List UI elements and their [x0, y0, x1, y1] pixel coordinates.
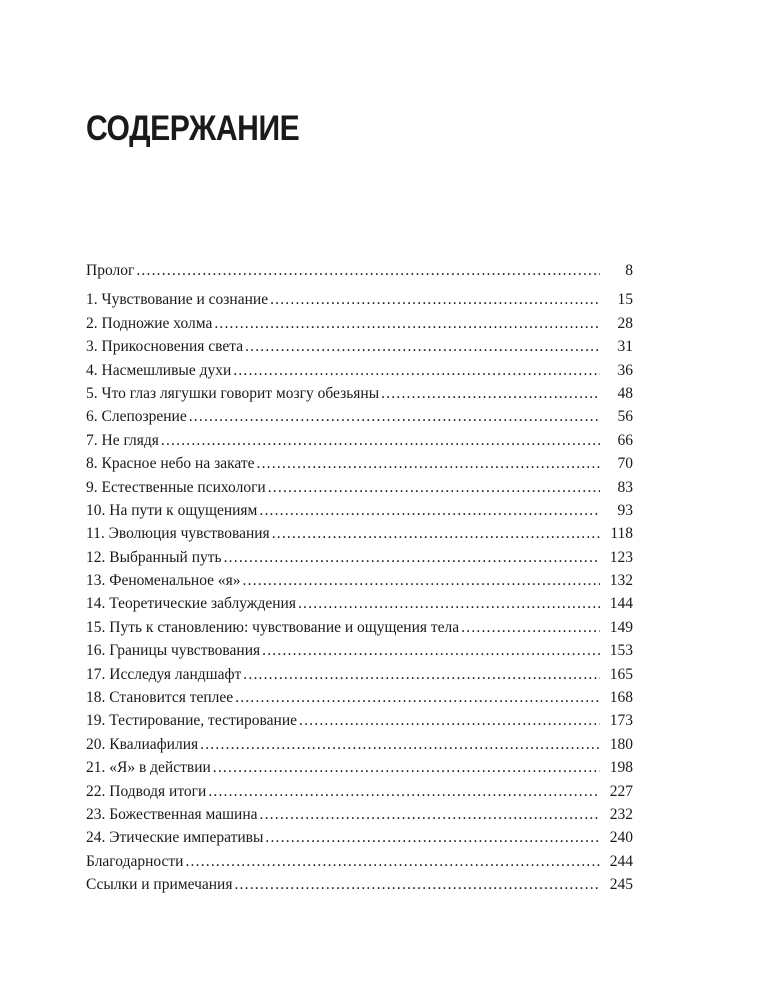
toc-entry-label: 9. Естественные психологи	[86, 478, 266, 496]
toc-entry-label: 2. Подножие холма	[86, 314, 213, 332]
toc-entry-label: 13. Феноменальное «я»	[86, 572, 241, 590]
toc-entry[interactable]	[86, 312, 633, 335]
toc-dot-leader	[214, 312, 600, 335]
toc-dot-leader	[270, 288, 600, 311]
toc-entry-label: 23. Божественная машина	[86, 805, 258, 823]
toc-entry[interactable]	[86, 592, 633, 615]
toc-entry-page: 144	[609, 595, 633, 613]
toc-entry[interactable]	[86, 569, 633, 592]
toc-entry-page: 66	[617, 431, 633, 449]
toc-entry[interactable]	[86, 405, 633, 428]
toc-entry[interactable]	[86, 803, 633, 826]
table-of-contents	[86, 259, 633, 897]
toc-entry[interactable]	[86, 382, 633, 405]
toc-entry[interactable]	[86, 826, 633, 849]
toc-entry-label: 15. Путь к становлению: чувствование и ощущения тела	[86, 618, 460, 636]
toc-dot-leader	[257, 452, 600, 475]
toc-entry-page: 31	[617, 338, 633, 356]
toc-entry[interactable]	[86, 663, 633, 686]
toc-entry[interactable]	[86, 522, 633, 545]
toc-entry-label: 11. Эволюция чувствования	[86, 525, 270, 543]
toc-entry-page: 173	[609, 712, 633, 730]
toc-entry[interactable]	[86, 709, 633, 732]
toc-entry-page: 244	[609, 852, 633, 870]
toc-entry[interactable]	[86, 259, 633, 282]
toc-entry-page: 15	[617, 291, 633, 309]
toc-entry-page: 123	[609, 548, 633, 566]
toc-dot-leader	[272, 522, 600, 545]
toc-dot-leader	[381, 382, 600, 405]
toc-entry[interactable]	[86, 429, 633, 452]
toc-entry-page: 132	[609, 572, 633, 590]
toc-entry[interactable]	[86, 546, 633, 569]
toc-dot-leader	[213, 756, 600, 779]
toc-entry-label: 14. Теоретические заблуждения	[86, 595, 296, 613]
toc-entry-label: 10. На пути к ощущениям	[86, 501, 258, 519]
toc-dot-leader	[299, 709, 600, 732]
toc-entry-page: 70	[617, 455, 633, 473]
toc-entry-page: 232	[609, 805, 633, 823]
toc-dot-leader	[224, 546, 600, 569]
toc-dot-leader	[185, 850, 600, 873]
toc-entry[interactable]	[86, 335, 633, 358]
toc-dot-leader	[235, 686, 600, 709]
toc-dot-leader	[268, 476, 600, 499]
toc-dot-leader	[265, 826, 600, 849]
toc-entry-label: 18. Становится теплее	[86, 689, 234, 707]
toc-entry-label: 24. Этические императивы	[86, 829, 264, 847]
toc-entry-page: 36	[617, 361, 633, 379]
toc-dot-leader	[262, 639, 600, 662]
toc-entry-page: 28	[617, 314, 633, 332]
toc-dot-leader	[298, 592, 600, 615]
toc-entry[interactable]	[86, 616, 633, 639]
toc-entry-page: 198	[609, 759, 633, 777]
toc-entry-page: 245	[609, 876, 633, 894]
toc-entry-page: 153	[609, 642, 633, 660]
toc-entry[interactable]	[86, 780, 633, 803]
toc-entry-label: 17. Исследуя ландшафт	[86, 665, 242, 683]
toc-dot-leader	[243, 663, 600, 686]
toc-entry[interactable]	[86, 639, 633, 662]
toc-entry-page: 149	[609, 618, 633, 636]
toc-entry-label: 7. Не глядя	[86, 431, 159, 449]
toc-dot-leader	[233, 359, 600, 382]
toc-entry-label: Пролог	[86, 262, 135, 279]
toc-entry-label: 20. Квалиафилия	[86, 735, 199, 753]
toc-dot-leader	[136, 259, 600, 282]
toc-dot-leader	[243, 569, 600, 592]
toc-entry[interactable]	[86, 476, 633, 499]
toc-entry[interactable]	[86, 288, 633, 311]
toc-entry-page: 165	[609, 665, 633, 683]
toc-entry-page: 240	[609, 829, 633, 847]
toc-entry-label: 16. Границы чувствования	[86, 642, 261, 660]
toc-dot-leader	[200, 733, 600, 756]
toc-entry[interactable]	[86, 686, 633, 709]
toc-entry-label: 4. Насмешливые духи	[86, 361, 232, 379]
toc-entry-page: 56	[617, 408, 633, 426]
toc-entry-label: 19. Тестирование, тестирование	[86, 712, 298, 730]
toc-entry-label: 12. Выбранный путь	[86, 548, 222, 566]
toc-entry-page: 227	[609, 782, 633, 800]
toc-entry-page: 168	[609, 689, 633, 707]
toc-entry-label: 6. Слепозрение	[86, 408, 187, 426]
toc-entry-label: 8. Красное небо на закате	[86, 455, 255, 473]
page-title: СОДЕРЖАНИЕ	[86, 109, 300, 148]
toc-dot-leader	[161, 429, 600, 452]
toc-entry-label: Благодарности	[86, 852, 184, 870]
toc-dot-leader	[208, 780, 600, 803]
toc-dot-leader	[234, 873, 600, 896]
toc-entry[interactable]	[86, 499, 633, 522]
toc-dot-leader	[461, 616, 600, 639]
toc-entry[interactable]	[86, 359, 633, 382]
toc-entry-label: Ссылки и примечания	[86, 876, 233, 894]
toc-entry-page: 8	[625, 262, 633, 279]
toc-dot-leader	[260, 803, 600, 826]
toc-entry-page: 93	[617, 501, 633, 519]
toc-entry[interactable]	[86, 733, 633, 756]
toc-entry[interactable]	[86, 850, 633, 873]
toc-entry-label: 3. Прикосновения света	[86, 338, 244, 356]
toc-entry-page: 48	[617, 384, 633, 402]
toc-entry-page: 83	[617, 478, 633, 496]
toc-entry-page: 118	[610, 525, 633, 543]
toc-entry[interactable]	[86, 873, 633, 896]
toc-entry[interactable]	[86, 756, 633, 779]
toc-entry-label: 1. Чувствование и сознание	[86, 291, 269, 309]
toc-entry-label: 21. «Я» в действии	[86, 759, 211, 777]
toc-dot-leader	[259, 499, 600, 522]
toc-entry-label: 5. Что глаз лягушки говорит мозгу обезьяны	[86, 384, 380, 402]
toc-entry-page: 180	[609, 735, 633, 753]
toc-entry-label: 22. Подводя итоги	[86, 782, 207, 800]
toc-dot-leader	[245, 335, 600, 358]
toc-entry[interactable]	[86, 452, 633, 475]
toc-dot-leader	[189, 405, 600, 428]
